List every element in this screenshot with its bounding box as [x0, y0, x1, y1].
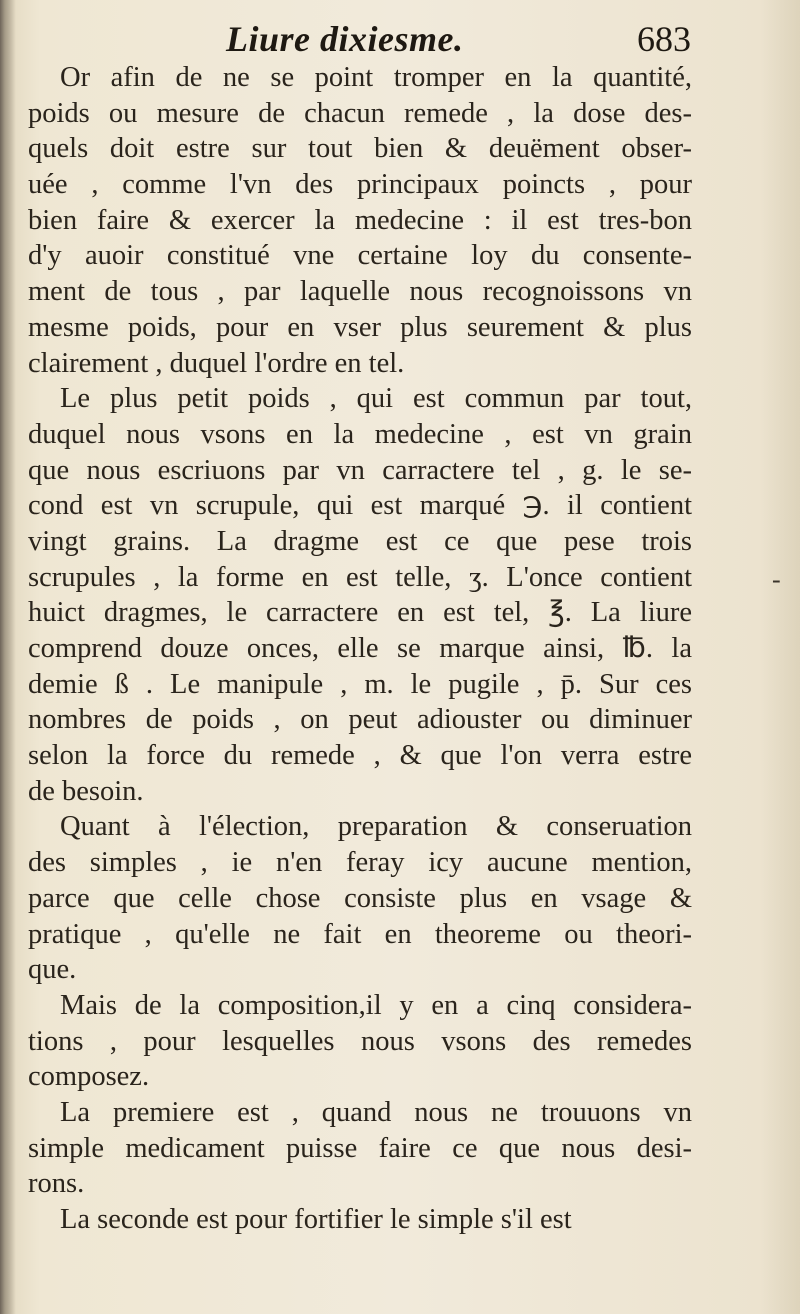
paragraph — [28, 988, 692, 1095]
text-line: Or afin de ne se point tromper en la quantité, — [60, 62, 692, 93]
text-line: des simples , ie n'en feray icy aucune mention, — [28, 847, 692, 879]
text-line: selon la force du remede , & que l'on verra estre — [28, 740, 692, 772]
text-line: nombres de poids , on peut adiouster ou diminuer — [28, 704, 692, 736]
text-line: que. — [28, 954, 77, 986]
text-line: rons. — [28, 1168, 85, 1200]
text-line: demie ß . Le manipule , m. le pugile , p̄. Sur ces — [28, 668, 692, 700]
text-line: parce que celle chose consiste plus en vsage & — [28, 882, 692, 914]
text-line: duquel nous vsons en la medecine , est vn grain — [28, 418, 692, 450]
text-line: d'y auoir constitué vne certaine loy du consente- — [28, 240, 692, 272]
text-line: que nous escriuons par vn carractere tel , g. le se- — [28, 454, 692, 486]
text-line: uée , comme l'vn des principaux poincts , pour — [28, 169, 692, 201]
text-line: tions , pour lesquelles nous vsons des remedes — [28, 1025, 692, 1057]
text-line: pratique , qu'elle ne fait en theoreme ou theori- — [28, 918, 692, 950]
text-line: clairement , duquel l'ordre en tel. — [28, 347, 405, 379]
text-line: Le plus petit poids , qui est commun par tout, — [60, 383, 692, 415]
text-line: comprend douze onces, elle se marque ainsi, ℔. la — [28, 633, 692, 664]
page-header — [0, 14, 800, 64]
text-line: bien faire & exercer la medecine : il est tres-bon — [28, 204, 692, 236]
text-line: La seconde est pour fortifier le simple s'il est — [60, 1204, 572, 1235]
text-line: huict dragmes, le carractere en est tel, ℥. La liure — [28, 597, 692, 629]
text-line: de besoin. — [28, 775, 144, 807]
paragraph — [28, 1202, 692, 1238]
paragraph — [28, 60, 692, 381]
text-line: vingt grains. La dragme est ce que pese trois — [28, 525, 692, 557]
margin-mark: - — [772, 565, 781, 594]
text-line: quels doit estre sur tout bien & deuëment obser- — [28, 133, 692, 165]
text-line: simple medicament puisse faire ce que nous desi- — [28, 1132, 692, 1164]
page-number: 683 — [637, 19, 691, 59]
running-title: Liure dixiesme. — [226, 19, 464, 59]
binding-gutter — [0, 0, 16, 1314]
text-line: mesme poids, pour en vser plus seurement & plus — [28, 311, 692, 343]
paragraph — [28, 381, 692, 809]
text-line: Quant à l'élection, preparation & conseruation — [60, 811, 692, 843]
paragraph — [28, 809, 692, 987]
text-line: scrupules , la forme en est telle, ʒ. L'once contient — [28, 561, 692, 593]
text-line: composez. — [28, 1061, 150, 1093]
text-line: cond est vn scrupule, qui est marqué ℈. il contient — [28, 490, 692, 522]
text-line: Mais de la composition,il y en a cinq considera- — [60, 989, 692, 1021]
text-line: poids ou mesure de chacun remede , la dose des- — [28, 97, 692, 129]
body-text — [28, 60, 692, 1238]
text-line: ment de tous , par laquelle nous recognoissons vn — [28, 276, 692, 308]
text-line: La premiere est , quand nous ne trouuons vn — [60, 1096, 692, 1128]
paragraph — [28, 1095, 692, 1202]
